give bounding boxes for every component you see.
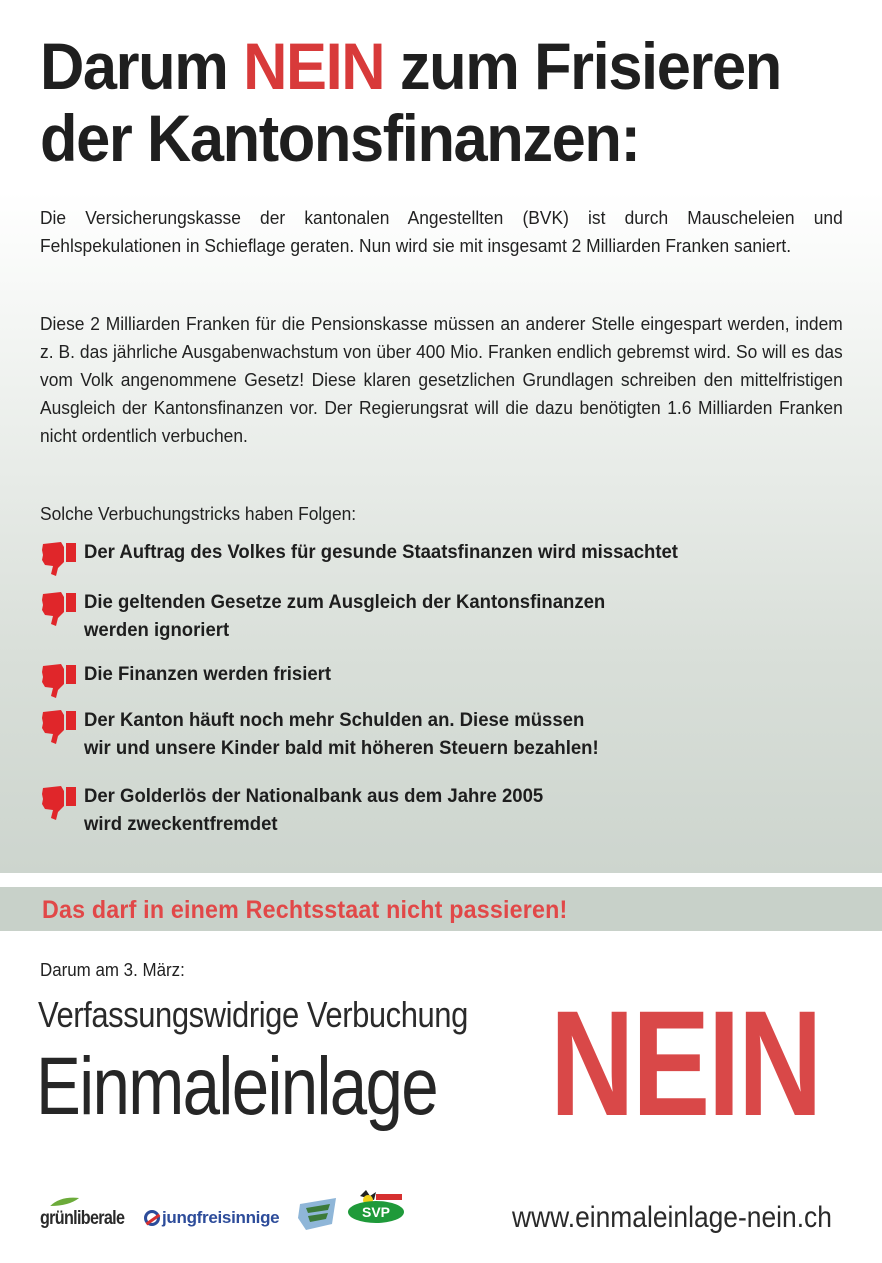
svp-logo-icon [346,1190,408,1236]
headline-line1-post: zum Frisieren [384,29,781,103]
vote-date: Darum am 3. März: [40,960,185,980]
gruenliberale-logo [40,1208,124,1230]
paragraph-intro: Die Versicherungskasse der kantonalen Angestellten (BVK) ist durch Mauscheleien und Fehlspekulationen in Schieflage geraten. Nun wird sie mit insgesamt 2 Milliarden Franken saniert. [40,207,843,256]
jungfreisinnige-icon [144,1210,160,1226]
subtitle: Verfassungswidrige Verbuchung [38,994,468,1035]
thumbs-down-icon [40,538,80,578]
headline-nein: NEIN [243,29,385,103]
website-link[interactable]: www.einmaleinlage-nein.ch [512,1201,832,1234]
jungfreisinnige-label: jungfreisinnige [162,1208,280,1227]
list-item [40,660,864,700]
list-item-text: Die Finanzen werden frisiert [84,663,332,685]
list-item [40,538,864,578]
thumbs-down-icon [40,588,80,628]
list-item-text: Der Auftrag des Volkes für gesunde Staatsfinanzen wird missachtet [84,541,678,563]
headline [40,30,803,174]
svp-label: SVP [361,1204,391,1220]
list-item [40,782,864,838]
sf-party-logo-icon [296,1194,340,1234]
headline-line1-pre: Darum [40,29,244,103]
thumbs-down-icon [40,660,80,700]
slogan-text: Das darf in einem Rechtsstaat nicht passieren! [42,896,568,924]
list-item-text: Die geltenden Gesetze zum Ausgleich der Kantonsfinanzen werden ignoriert [84,591,606,641]
jungfreisinnige-logo [144,1208,279,1228]
party-logos [40,1190,420,1240]
list-item [40,588,864,644]
paragraph-details: Diese 2 Milliarden Franken für die Pensionskasse müssen an anderer Stelle eingespart werden, indem z. B. das jährliche Ausgabenwachstum von über 400 Mio. Franken endlich gebremst wird. So will es das vom Volk angenommene Gesetz! Diese klaren gesetzlichen Grundlagen schreiben den mittelfristigen Ausgleich der Kantonsfinanzen vor. Der Regierungsrat will die dazu benötigten 1.6 Milliarden Franken nicht ordentlich verbuchen. [40,313,843,446]
list-item [40,706,864,762]
list-item-text: Der Kanton häuft noch mehr Schulden an. Diese müssen wir und unsere Kinder bald mit höheren Steuern bezahlen! [84,709,599,759]
thumbs-down-icon [40,706,80,746]
paragraph-consequences: Solche Verbuchungstricks haben Folgen: [40,503,357,524]
thumbs-down-icon [40,782,80,822]
list-item-text: Der Golderlös der Nationalbank aus dem Jahre 2005 wird zweckentfremdet [84,785,544,835]
gruenliberale-label: grünliberale [40,1208,125,1229]
leaf-icon [49,1196,83,1208]
main-title: Einmaleinlage [36,1041,438,1132]
headline-line2: der Kantonsfinanzen: [40,101,640,175]
nein-big: NEIN [550,979,821,1147]
